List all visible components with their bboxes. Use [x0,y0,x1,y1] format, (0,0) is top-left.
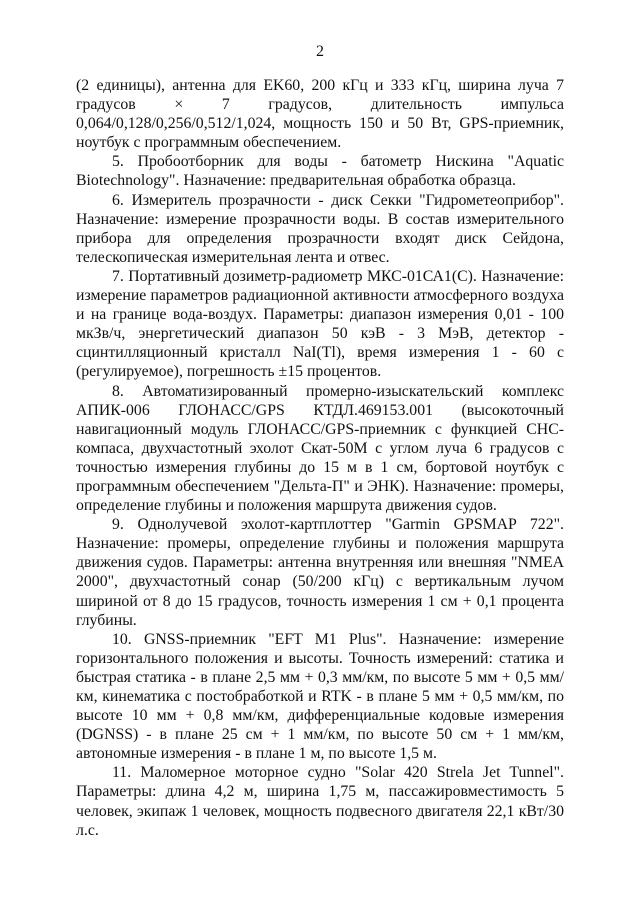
document-body [76,76,564,840]
paragraph-item-6: 6. Измеритель прозрачности - диск Секки "Гидрометеоприбор". Назначение: измерение прозрачности воды. В состав измерительного прибора для определения прозрачности входят диск Сейдона, телескопическая измерительная лента и отвес. [76,191,564,266]
paragraph-item-11: 11. Маломерное моторное судно "Solar 420 Strela Jet Tunnel". Параметры: длина 4,2 м, ширина 1,75 м, пассажировместимость 5 человек, экипаж 1 человек, мощность подвесного двигателя 22,1 кВт/30 л.с. [76,764,564,839]
paragraph-item-9: 9. Однолучевой эхолот-картплоттер "Garmin GPSMAP 722". Назначение: промеры, определение глубины и положения маршрута движения судов. Параметры: антенна внутренняя или внешняя "NMEA 2000", двухчастотный сонар (50/200 кГц) с вертикальным лучом шириной от 8 до 15 градусов, точность измерения 1 см + 0,1 процента глубины. [76,516,564,629]
page-number: 2 [316,43,324,60]
paragraph-item-10: 10. GNSS-приемник "EFT M1 Plus". Назначение: измерение горизонтального положения и высоты. Точность измерений: статика и быстрая статика - в плане 2,5 мм + 0,3 мм/км, по высоте 5 мм + 0,5 мм/км, кинематика с постобработкой и RTK - в плане 5 мм + 0,5 мм/км, по высоте 10 мм + 0,8 мм/км, дифференциальные кодовые измерения (DGNSS) - в плане 25 см + 1 мм/км, по высоте 50 см + 1 мм/км, автономные измерения - в плане 1 м, по высоте 1,5 м. [76,630,564,763]
paragraph-item-5: 5. Пробоотборник для воды - батометр Нискина "Aquatic Biotechnology". Назначение: предварительная обработка образца. [76,153,564,190]
paragraph-item-8: 8. Автоматизированный промерно-изыскательский комплекс АПИК-006 ГЛОНАСС/GPS КТДЛ.469153.001 (высокоточный навигационный модуль ГЛОНАСС/GPS-приемник с функцией СНС-компаса, двухчастотный эхолот Скат-50М с углом луча 6 градусов с точностью измерения глубины до 15 м в 1 см, бортовой ноутбук с программным обеспечением "Дельта-П" и ЭНК). Назначение: промеры, определение глубины и положения маршрута движения судов. [76,382,564,515]
paragraph-continuation: (2 единицы), антенна для EK60, 200 кГц и 333 кГц, ширина луча 7 градусов × 7 градусов, длительность импульса 0,064/0,128/0,256/0,512/1,024, мощность 150 и 50 Вт, GPS-приемник, ноутбук с программным обеспечением. [76,77,564,152]
paragraph-item-7: 7. Портативный дозиметр-радиометр МКС-01СА1(С). Назначение: измерение параметров радиационной активности атмосферного воздуха и на границе вода-воздух. Параметры: диапазон измерения 0,01 - 100 мкЗв/ч, энергетический диапазон 50 кэВ - 3 МэВ, детектор - сцинтилляционный кристалл NaI(Tl), время измерения 1 - 60 с (регулируемое), погрешность ±15 процентов. [76,267,564,381]
